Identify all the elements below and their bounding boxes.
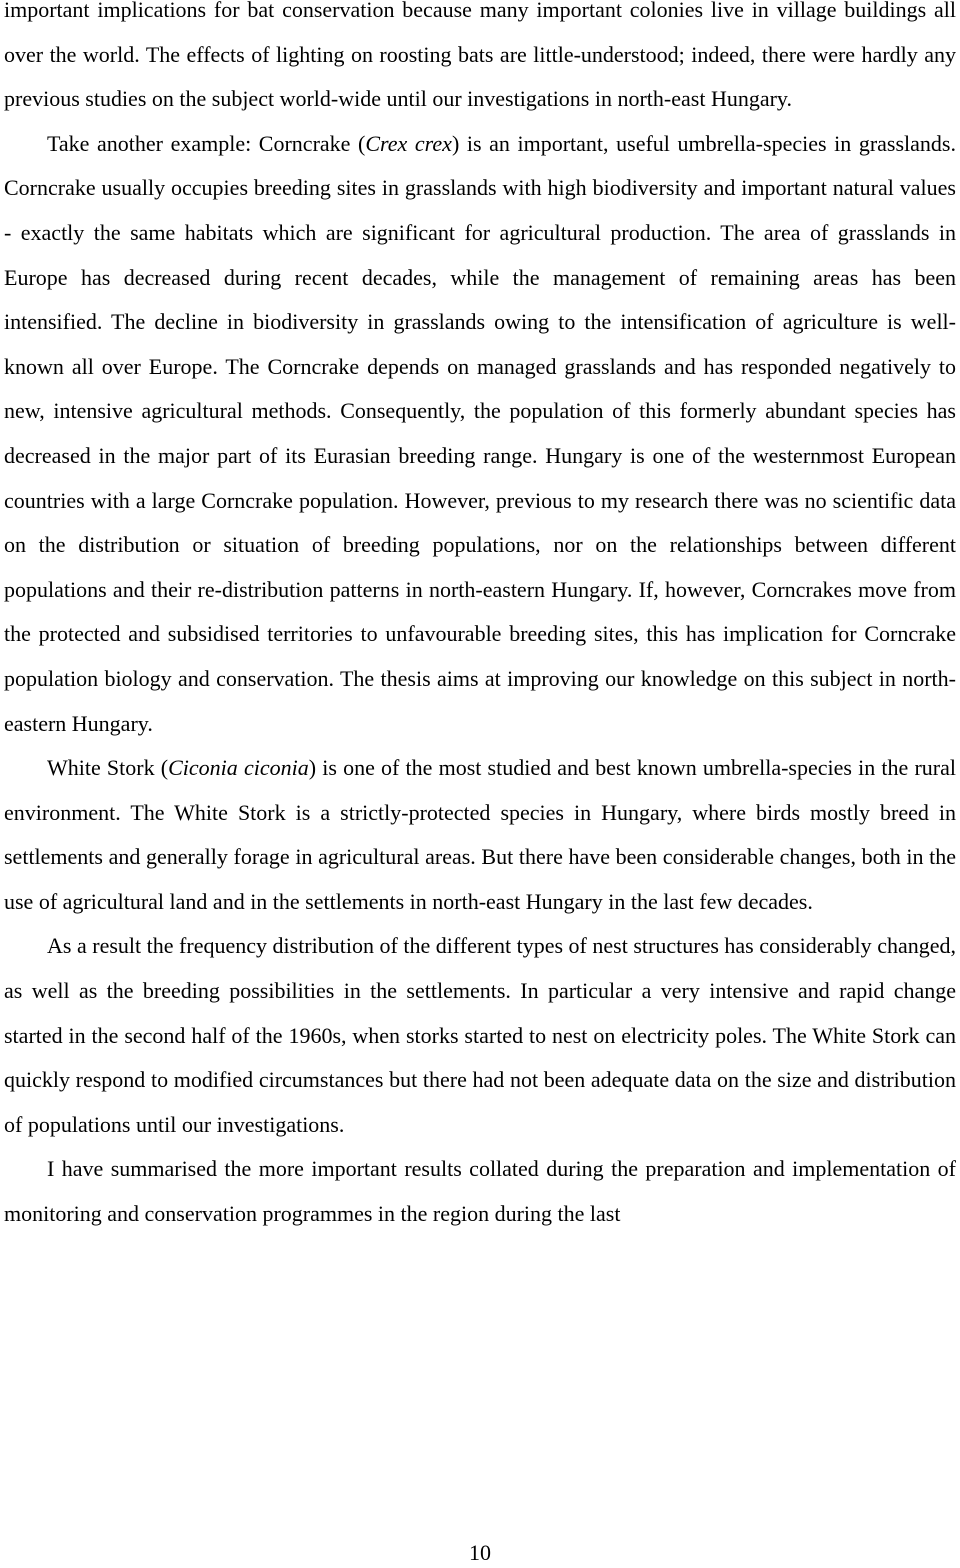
text-span: important implications for bat conservation because many important colonies live in village buildings all over the world. The effects of lighting on roosting bats are little-understood; indeed, there were hardly any previous studies on the subject world-wide until our investigations in north-east Hungary. bbox=[4, 0, 956, 112]
paragraph-corncrake bbox=[4, 122, 956, 746]
text-span: ) is one of the most studied and best known umbrella-species in the rural environment. The White Stork is a strictly-protected species in Hungary, where birds mostly breed in settlements and generally forage in agricultural areas. But there have been considerable changes, both in the use of agricultural land and in the settlements in north-east Hungary in the last few decades. bbox=[4, 755, 956, 914]
species-name-italic: Crex crex bbox=[365, 130, 452, 156]
text-span: As a result the frequency distribution of the different types of nest structures has considerably changed, as well as the breeding possibilities in the settlements. In particular a very intensive and rapid change started in the second half of the 1960s, when storks started to nest on electricity poles. The White Stork can quickly respond to modified circumstances but there had not been adequate data on the size and distribution of populations until our investigations. bbox=[4, 933, 956, 1137]
paragraph-bat-conservation bbox=[4, 0, 956, 122]
text-span: I have summarised the more important results collated during the preparation and implementation of monitoring and conservation programmes in the region during the last bbox=[4, 1156, 956, 1227]
paragraph-summary bbox=[4, 1147, 956, 1236]
species-name-italic: Ciconia ciconia bbox=[168, 755, 309, 781]
paragraph-nest-structures bbox=[4, 924, 956, 1147]
paragraph-white-stork bbox=[4, 746, 956, 924]
page-number: 10 bbox=[469, 1540, 491, 1565]
text-span: White Stork ( bbox=[47, 755, 169, 781]
body-text bbox=[4, 0, 956, 1237]
text-span: Take another example: Corncrake ( bbox=[47, 130, 366, 156]
text-span: ) is an important, useful umbrella-species in grasslands. Corncrake usually occupies breeding sites in grasslands with high biodiversity and important natural values - exactly the same habitats which are significant for agricultural production. The area of grasslands in Europe has decreased during recent decades, while the management of remaining areas has been intensified. The decline in biodiversity in grasslands owing to the intensification of agriculture is well-known all over Europe. The Corncrake depends on managed grasslands and has responded negatively to new, intensive agricultural methods. Consequently, the population of this formerly abundant species has decreased in the major part of its Eurasian breeding range. Hungary is one of the westernmost European countries with a large Corncrake population. However, previous to my research there was no scientific data on the distribution or situation of breeding populations, nor on the relationships between different populations and their re-distribution patterns in north-eastern Hungary. If, however, Corncrakes move from the protected and subsidised territories to unfavourable breeding sites, this has implication for Corncrake population biology and conservation. The thesis aims at improving our knowledge on this subject in north-eastern Hungary. bbox=[4, 130, 956, 736]
